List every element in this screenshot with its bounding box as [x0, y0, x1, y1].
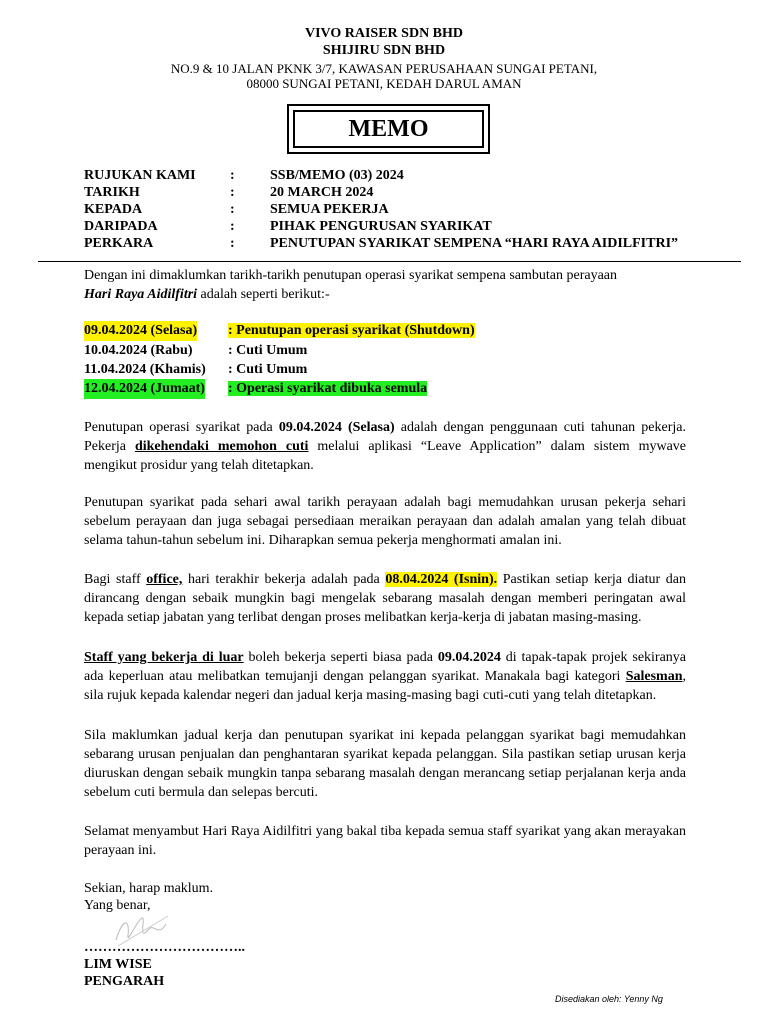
p1-a: Penutupan operasi syarikat pada	[84, 420, 279, 435]
meta-value: 20 MARCH 2024	[270, 185, 374, 200]
intro-line-2: adalah seperti berikut:-	[197, 287, 330, 302]
p3-c: hari terakhir bekerja adalah pada	[182, 572, 386, 587]
intro-line-1: Dengan ini dimaklumkan tarikh-tarikh penutupan operasi syarikat sempena sambutan perayaan	[84, 268, 617, 283]
memo-title: MEMO	[293, 110, 484, 148]
p3-e: Pastikan setiap kerja diatur dan dirancang dengan sebaik mungkin bagi mengelak sebarang masalah dengan memberi peringatan awal kepada setiap jabatan yang terlibat dengan proses melibatkan kerja-kerja di jabatan masing-masing.	[84, 572, 686, 625]
p1-instruction: dikehendaki memohon cuti	[134, 439, 309, 454]
p1-c: adalah dengan penggunaan cuti tahunan pekerja. Pekerja	[84, 420, 686, 454]
p4-d: di tapak-tapak projek sekiranya ada keperluan atau melibatkan temujanji dengan pelanggan syarikat. Manakala bagi kategori	[84, 650, 687, 684]
intro-paragraph	[84, 266, 686, 304]
signature-dots: ……………………………..	[84, 940, 245, 955]
schedule-date: 11.04.2024 (Khamis)	[84, 362, 206, 377]
meta-value: SSB/MEMO (03) 2024	[270, 168, 404, 183]
p4-salesman: Salesman	[625, 669, 683, 684]
p4-outside-staff: Staff yang bekerja di luar	[84, 650, 244, 665]
p1-date: 09.04.2024 (Selasa)	[278, 420, 395, 435]
paragraph-customers: Sila maklumkan jadual kerja dan penutupan syarikat ini kepada pelanggan syarikat bagi memudahkan sebarang urusan penjualan dan penghantaran syarikat kepada pelanggan. Sila pastikan setiap urusan kerja diuruskan dengan sebaik mungkin tanpa sebarang masalah dengan merancang setiap perjalanan kerja anda sebelum cuti bermula dan selepas bercuti.	[84, 728, 686, 800]
p4-date: 09.04.2024	[437, 650, 501, 665]
meta-key: PERKARA	[84, 236, 154, 251]
company-name-2: SHIJIRU SDN BHD	[322, 43, 446, 58]
meta-key: RUJUKAN KAMI	[84, 168, 196, 183]
address-line-2: 08000 SUNGAI PETANI, KEDAH DARUL AMAN	[246, 76, 522, 91]
memo-title-box	[287, 104, 490, 154]
schedule-event: : Cuti Umum	[228, 343, 308, 358]
paragraph-office-staff	[84, 570, 686, 627]
address-line-1: NO.9 & 10 JALAN PKNK 3/7, KAWASAN PERUSAHAAN SUNGAI PETANI,	[170, 61, 598, 76]
paragraph-outside-staff	[84, 648, 686, 705]
meta-key: TARIKH	[84, 185, 140, 200]
meta-value: PENUTUPAN SYARIKAT SEMPENA “HARI RAYA AIDILFITRI”	[270, 236, 679, 251]
p3-a: Bagi staff	[84, 572, 147, 587]
schedule-event-text: : Penutupan operasi syarikat (Shutdown)	[228, 323, 475, 338]
signatory-position: PENGARAH	[84, 974, 165, 989]
schedule-date: 12.04.2024 (Jumaat)	[84, 379, 205, 399]
schedule-event	[228, 379, 427, 399]
meta-sep: :	[230, 236, 235, 251]
intro-emphasis: Hari Raya Aidilfitri	[84, 287, 198, 302]
p4-f: , sila rujuk kepada kalendar negeri dan jadual kerja masing-masing bagi cuti-cuti yang telah ditetapkan.	[84, 669, 686, 703]
meta-value: PIHAK PENGURUSAN SYARIKAT	[270, 219, 492, 234]
meta-key: DARIPADA	[84, 219, 158, 234]
paragraph-shutdown-leave	[84, 418, 686, 475]
p3-date: 08.04.2024 (Isnin).	[385, 572, 498, 587]
schedule-event: : Cuti Umum	[228, 362, 308, 377]
signatory-name: LIM WISE	[84, 957, 152, 972]
closing-line-1: Sekian, harap maklum.	[84, 881, 214, 896]
meta-sep: :	[230, 168, 235, 183]
schedule-date: 09.04.2024 (Selasa)	[84, 321, 197, 341]
p1-e: melalui aplikasi “Leave Application” dalam sistem mywave mengikut prosidur yang telah ditetapkan.	[84, 439, 686, 473]
closing-line-2: Yang benar,	[84, 898, 151, 913]
p4-b: boleh bekerja seperti biasa pada	[243, 650, 438, 665]
company-name-1: VIVO RAISER SDN BHD	[304, 26, 464, 41]
schedule-date: 10.04.2024 (Rabu)	[84, 343, 193, 358]
schedule-event	[228, 321, 475, 341]
meta-sep: :	[230, 202, 235, 217]
meta-value: SEMUA PEKERJA	[270, 202, 389, 217]
prepared-by: Disediakan oleh: Yenny Ng	[555, 994, 663, 1004]
schedule-event-text: : Operasi syarikat dibuka semula	[228, 381, 428, 396]
meta-sep: :	[230, 219, 235, 234]
paragraph-reason: Penutupan syarikat pada sehari awal tarikh perayaan adalah bagi memudahkan urusan pekerja sehari sebelum perayaan dan juga sebagai persediaan meraikan perayaan dan adalah amalan yang telah dibuat selama tahun-tahun sebelum ini. Diharapkan semua pekerja menghormati amalan ini.	[84, 495, 686, 548]
p3-office: office,	[146, 572, 183, 587]
divider	[38, 261, 741, 262]
meta-sep: :	[230, 185, 235, 200]
paragraph-greeting: Selamat menyambut Hari Raya Aidilfitri yang bakal tiba kepada semua staff syarikat yang akan merayakan perayaan ini.	[84, 824, 686, 858]
meta-key: KEPADA	[84, 202, 143, 217]
